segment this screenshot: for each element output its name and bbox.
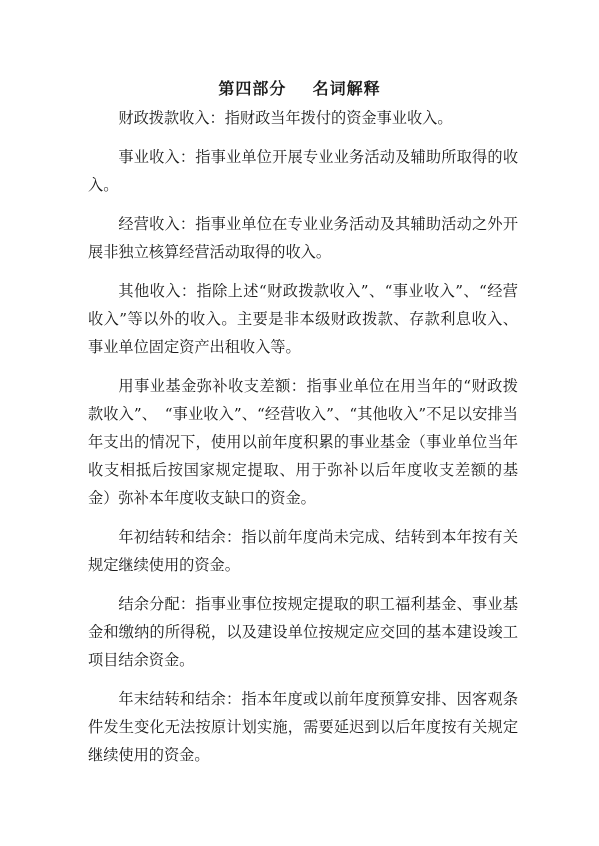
glossary-paragraph-5: 用事业基金弥补收支差额：指事业单位在用当年的“财政拨款收入”、 “事业收入”、“经营收入”、“其他收入”不足以安排当年支出的情况下，使用以前年度积累的事业基金（事业单位当年收支相抵后按国家规定提取、用于弥补以后年度收支差额的基金）弥补本年度收支缺口的资金。	[88, 377, 518, 507]
glossary-paragraph-7: 结余分配：指事业事位按规定提取的职工福利基金、事业基金和缴纳的所得税，以及建设单位按规定应交回的基本建设竣工项目结余资金。	[88, 595, 518, 669]
glossary-paragraph-3: 经营收入：指事业单位在专业业务活动及其辅助活动之外开展非独立核算经营活动取得的收入。	[88, 215, 518, 261]
glossary-paragraph-4: 其他收入：指除上述“财政拨款收入”、“事业收入”、“经营收入”等以外的收入。主要是非本级财政拨款、存款利息收入、事业单位固定资产出租收入等。	[88, 282, 518, 356]
glossary-paragraph-1: 财政拨款收入：指财政当年拨付的资金事业收入。	[118, 109, 453, 127]
glossary-body	[88, 104, 518, 780]
glossary-paragraph-6: 年初结转和结余：指以前年度尚未完成、结转到本年按有关规定继续使用的资金。	[88, 528, 518, 574]
glossary-paragraph-2: 事业收入：指事业单位开展专业业务活动及辅助所取得的收入。	[88, 148, 518, 194]
glossary-paragraph-8: 年末结转和结余：指本年度或以前年度预算安排、因客观条件发生变化无法按原计划实施，需要延迟到以后年度按有关规定继续使用的资金。	[88, 690, 518, 764]
section-title: 第四部分 名词解释	[218, 79, 381, 98]
